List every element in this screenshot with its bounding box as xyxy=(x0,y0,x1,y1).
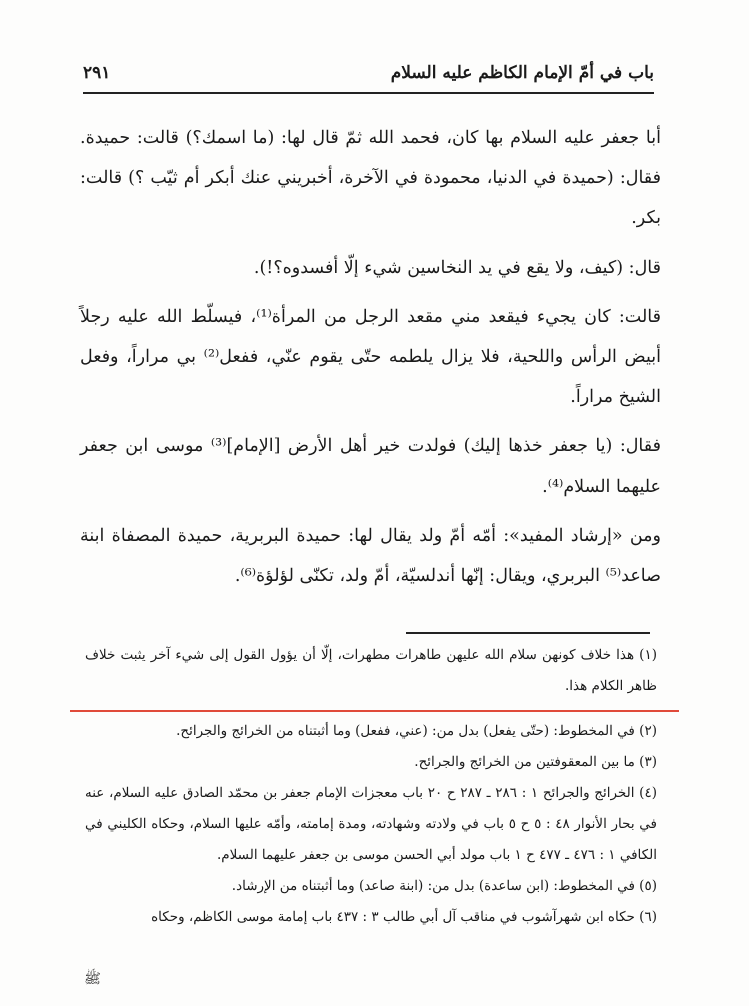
footnote: (٢) في المخطوط: (حتّى يفعل) بدل من: (عني، ففعل) وما أثبتناه من الخرائج والجرائح. xyxy=(176,723,657,739)
footnote: (٣) ما بين المعقوفتين من الخرائج والجرائح. xyxy=(414,754,657,770)
header-title: باب في أمّ الإمام الكاظم عليه السلام xyxy=(390,63,654,83)
footnote: (٦) حكاه ابن شهرآشوب في مناقب آل أبي طالب ٣ : ٤٣٧ باب إمامة موسى الكاظم، وحكاه xyxy=(151,909,657,925)
accent-divider xyxy=(70,710,679,712)
paragraph: قال: (كيف، ولا يقع في يد النخاسين شيء إلّا أفسدوه؟!). xyxy=(253,257,661,278)
footnotes-bottom xyxy=(85,716,657,933)
paragraph: فقال: (يا جعفر خذها إليك) فولدت خير أهل الأرض [الإمام]⁽³⁾ موسى ابن جعفر عليهما السلام⁽⁴⁾. xyxy=(80,436,661,497)
paragraph: أبا جعفر عليه السلام بها كان، فحمد الله ثمّ قال لها: (ما اسمك؟) قالت: حميدة. فقال: (حميدة في الدنيا، محمودة في الآخرة، أخبريني عنك أبكر أم ثيّب ؟) قالت: بكر. xyxy=(80,128,661,229)
footnote-separator xyxy=(406,632,650,634)
paragraph: قالت: كان يجيء فيقعد مني مقعد الرجل من المرأة⁽¹⁾، فيسلّط الله عليه رجلاً أبيض الرأس واللحية، فلا يزال يلطمه حتّى يقوم عنّي، ففعل⁽²⁾ بي مراراً، وفعل الشيخ مراراً. xyxy=(80,306,662,408)
paragraph: ومن «إرشاد المفيد»: أمّه أمّ ولد يقال لها: حميدة البربرية، حميدة المصفاة ابنة صاعد⁽⁵⁾ البربري، ويقال: إنّها أندلسيّة، أمّ ولد، تكنّى لؤلؤة⁽⁶⁾. xyxy=(80,525,661,587)
footnotes-top xyxy=(85,640,657,702)
main-text xyxy=(80,118,661,605)
footnote: (١) هذا خلاف كونهن سلام الله عليهن طاهرات مطهرات، إلّا أن يؤول القول إلى شيء آخر يثبت خلاف ظاهر الكلام هذا. xyxy=(85,647,657,694)
page-number: ٢٩١ xyxy=(83,63,111,83)
running-header xyxy=(83,58,654,88)
footnote: (٤) الخرائج والجرائح ١ : ٢٨٦ ـ ٢٨٧ ح ٢٠ باب معجزات الإمام جعفر بن محمّد الصادق عليه السلام، عنه في بحار الأنوار ٤٨ : ٥ ح ٥ باب في ولادته وشهادته، ومدة إمامته، وأمّه عليها السلام، وحكاه الكليني في الكافي ١ : ٤٧٦ ـ ٤٧٧ ح ١ باب مولد أبي الحسن موسى بن جعفر عليهما السلام. xyxy=(85,785,658,863)
end-mark: ﷺ xyxy=(84,971,101,987)
footnote: (٥) في المخطوط: (ابن ساعدة) بدل من: (ابنة صاعد) وما أثبتناه من الإرشاد. xyxy=(231,878,657,894)
header-rule xyxy=(83,92,654,94)
